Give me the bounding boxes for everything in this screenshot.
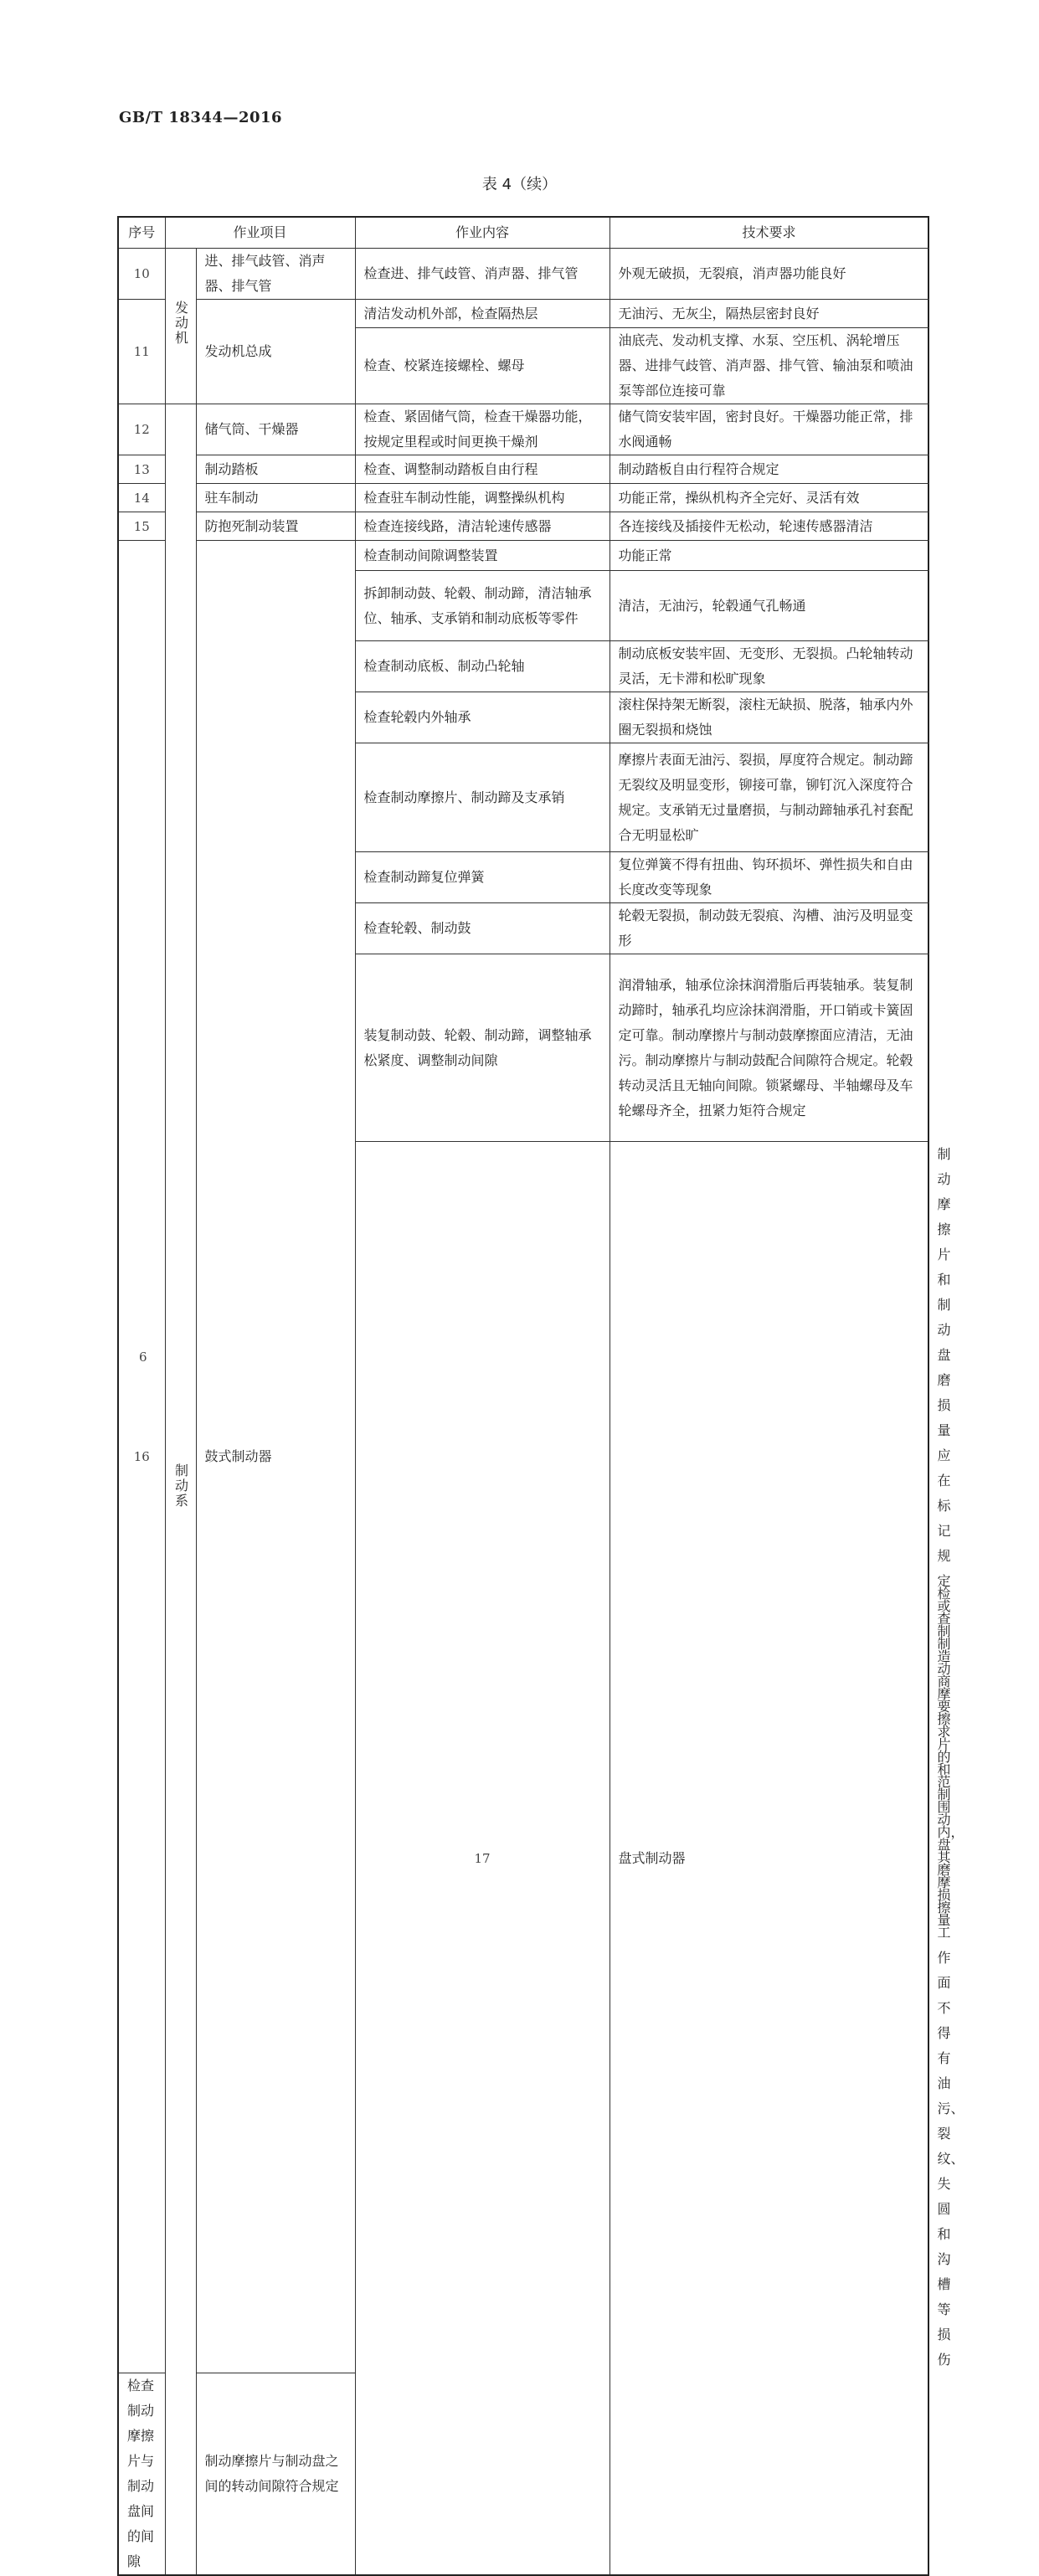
column-header: 序号	[118, 217, 165, 249]
table-row	[118, 404, 928, 455]
tech-requirement: 制动摩擦片与制动盘之间的转动间隙符合规定	[196, 2373, 355, 2576]
table-row	[118, 484, 928, 512]
work-content: 检查制动间隙调整装置	[355, 541, 610, 571]
system-group-brake	[165, 404, 196, 2576]
page-number: 6	[139, 1350, 147, 1365]
tech-requirement: 储气筒安装牢固，密封良好。干燥器功能正常，排水阀通畅	[610, 404, 928, 455]
work-item: 进、排气歧管、消声器、排气管	[196, 249, 355, 300]
table-row	[118, 455, 928, 484]
tech-requirement: 功能正常，操纵机构齐全完好、灵活有效	[610, 484, 928, 512]
column-header: 作业项目	[165, 217, 355, 249]
work-item: 制动踏板	[196, 455, 355, 484]
work-content: 拆卸制动鼓、轮毂、制动蹄，清洁轴承位、轴承、支承销和制动底板等零件	[355, 571, 610, 641]
row-number: 15	[118, 512, 165, 541]
tech-requirement: 润滑轴承，轴承位涂抹润滑脂后再装轴承。装复制动蹄时，轴承孔均应涂抹润滑脂，开口销或卡簧固定可靠。制动摩擦片与制动鼓摩擦面应清洁，无油污。制动摩擦片与制动鼓配合间隙符合规定。轮毂转动灵活且无轴向间隙。锁紧螺母、半轴螺母及车轮螺母齐全，扭紧力矩符合规定	[610, 954, 928, 1142]
tech-requirement: 滚柱保持架无断裂，滚柱无缺损、脱落，轴承内外圈无裂损和烧蚀	[610, 692, 928, 743]
tech-requirement: 复位弹簧不得有扭曲、钩环损坏、弹性损失和自由长度改变等现象	[610, 852, 928, 903]
work-item: 储气筒、干燥器	[196, 404, 355, 455]
row-number: 17	[355, 1142, 610, 2576]
work-content: 检查连接线路，清洁轮速传感器	[355, 512, 610, 541]
work-content: 检查制动摩擦片与制动盘间的间隙	[118, 2373, 165, 2576]
tech-requirement: 油底壳、发动机支撑、水泵、空压机、涡轮增压器、进排气歧管、消声器、排气管、输油泵和喷油泵等部位连接可靠	[610, 328, 928, 404]
column-header: 作业内容	[355, 217, 610, 249]
row-number: 13	[118, 455, 165, 484]
work-content: 检查、紧固储气筒，检查干燥器功能，按规定里程或时间更换干燥剂	[355, 404, 610, 455]
tech-requirement: 功能正常	[610, 541, 928, 571]
column-header: 技术要求	[610, 217, 928, 249]
row-number: 12	[118, 404, 165, 455]
work-item: 盘式制动器	[610, 1142, 928, 2576]
work-content: 装复制动鼓、轮毂、制动蹄，调整轴承松紧度、调整制动间隙	[355, 954, 610, 1142]
tech-requirement: 无油污、无灰尘，隔热层密封良好	[610, 300, 928, 328]
table-row	[118, 249, 928, 300]
tech-requirement: 制动踏板自由行程符合规定	[610, 455, 928, 484]
tech-requirement: 制动底板安装牢固、无变形、无裂损。凸轮轴转动灵活，无卡滞和松旷现象	[610, 641, 928, 692]
work-item: 发动机总成	[196, 300, 355, 404]
table-header-row	[118, 217, 928, 249]
work-content: 检查进、排气歧管、消声器、排气管	[355, 249, 610, 300]
work-content: 检查轮毂、制动鼓	[355, 903, 610, 954]
tech-requirement: 清洁，无油污，轮毂通气孔畅通	[610, 571, 928, 641]
table-row: 17 盘式制动器 检查制动摩擦片和制动盘磨损量 制动摩擦片和制动盘磨损量应在标记规定或制造商要求的范围内，其摩擦工作面不得有油污、裂纹、失圆和沟槽等损伤	[118, 1142, 928, 2373]
tech-requirement: 各连接线及插接件无松动，轮速传感器清洁	[610, 512, 928, 541]
table-row	[118, 300, 928, 328]
row-number: 11	[118, 300, 165, 404]
table-row	[118, 512, 928, 541]
system-group-label: 制动系	[172, 1463, 189, 1509]
work-content: 检查轮毂内外轴承	[355, 692, 610, 743]
work-item: 驻车制动	[196, 484, 355, 512]
work-content: 检查制动底板、制动凸轮轴	[355, 641, 610, 692]
standard-number: GB/T 18344—2016	[119, 109, 283, 126]
row-number: 10	[118, 249, 165, 300]
row-number: 14	[118, 484, 165, 512]
work-content: 检查、校紧连接螺栓、螺母	[355, 328, 610, 404]
work-content: 清洁发动机外部，检查隔热层	[355, 300, 610, 328]
work-content: 检查驻车制动性能，调整操纵机构	[355, 484, 610, 512]
work-content: 检查制动蹄复位弹簧	[355, 852, 610, 903]
tech-requirement: 摩擦片表面无油污、裂损，厚度符合规定。制动蹄无裂纹及明显变形，铆接可靠，铆钉沉入深度符合规定。支承销无过量磨损，与制动蹄轴承孔衬套配合无明显松旷	[610, 743, 928, 852]
work-content: 检查、调整制动踏板自由行程	[355, 455, 610, 484]
system-group-label: 发动机	[172, 300, 189, 346]
work-item: 鼓式制动器	[196, 541, 355, 2373]
work-item: 防抱死制动装置	[196, 512, 355, 541]
row-number: 16	[118, 541, 165, 2373]
table-caption: 表 4（续）	[481, 176, 558, 193]
work-content: 检查制动摩擦片、制动蹄及支承销	[355, 743, 610, 852]
maintenance-table	[117, 216, 964, 2576]
table-row	[118, 541, 928, 571]
system-group-engine	[165, 249, 196, 404]
tech-requirement: 轮毂无裂损，制动鼓无裂痕、沟槽、油污及明显变形	[610, 903, 928, 954]
tech-requirement: 外观无破损，无裂痕，消声器功能良好	[610, 249, 928, 300]
